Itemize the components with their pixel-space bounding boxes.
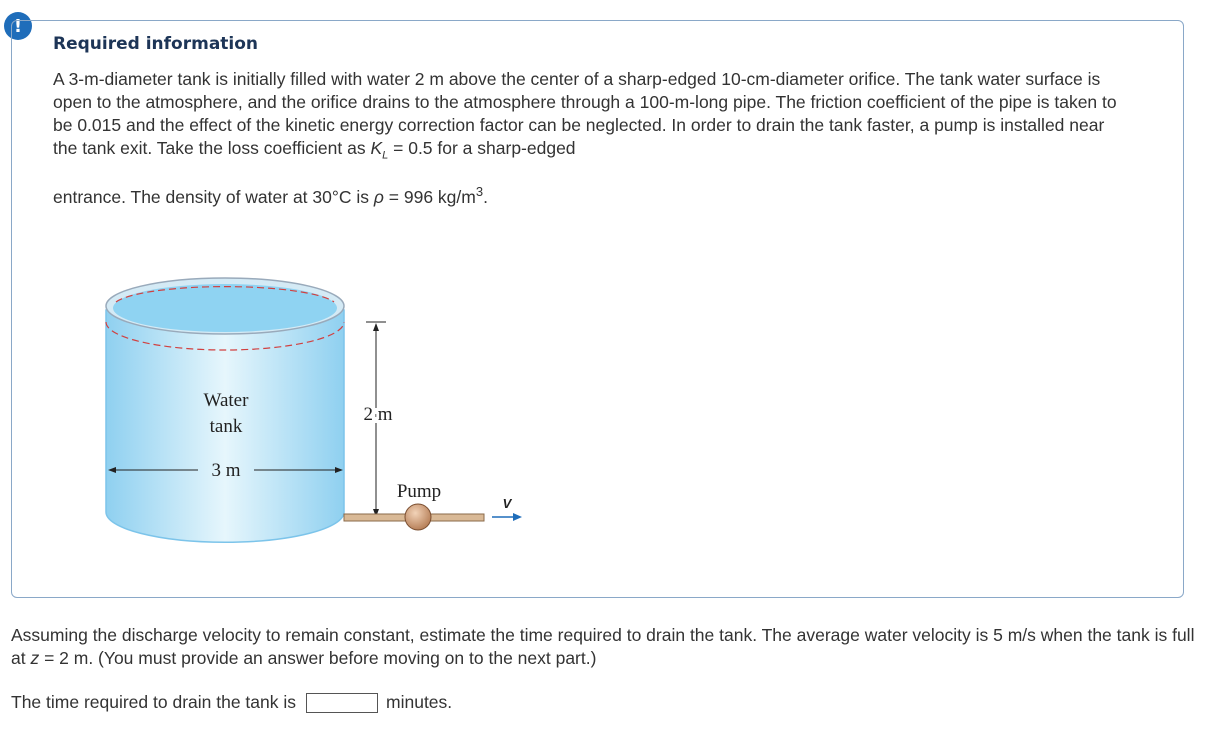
rho-value-text: = 996 kg/m <box>383 186 476 207</box>
exponent: 3 <box>475 183 484 199</box>
rho-symbol: ρ <box>373 186 384 207</box>
problem-text-main: A 3-m-diameter tank is initially filled with water 2 m above the center of a sharp-edged 10-cm-diameter orifice. The tank water surface is open to the atmosphere, and the orifice drains to the atmosphere through a 100-m-long pipe. The friction coefficient of the pipe is taken to be 0.015 and the effect of the kinetic energy correction factor can be neglected. In order to drain the tank faster, a pump is installed near the tank exit. Take the loss coefficient as <box>53 69 1117 158</box>
height-arrowhead-top <box>373 323 379 331</box>
info-heading: Required information <box>53 34 259 54</box>
question-text-a: Assuming the discharge velocity to remain constant, estimate the time required to drain the tank. The average water velocity is 5 m/s when the tank is full at <box>11 625 1195 668</box>
diameter-label: 3 m <box>211 460 241 481</box>
pump-label: Pump <box>396 481 442 502</box>
velocity-label: V <box>502 496 512 511</box>
tank-label-tank: tank <box>209 416 243 437</box>
exclamation-symbol: ! <box>13 15 23 37</box>
answer-units: minutes. <box>386 692 453 712</box>
question-text <box>11 624 1201 670</box>
z-symbol: z <box>30 648 40 668</box>
pump-icon <box>405 504 431 530</box>
period: . <box>483 186 488 207</box>
k-subscript: L <box>382 149 389 162</box>
question-text-b: = 2 m. (You must provide an answer before moving on to the next part.) <box>39 648 597 668</box>
velocity-arrowhead <box>513 513 522 521</box>
answer-row <box>11 692 452 713</box>
answer-label: The time required to drain the tank is <box>11 692 297 712</box>
problem-statement <box>53 68 1133 208</box>
k-value-text: = 0.5 for a sharp-edged <box>388 138 576 158</box>
answer-input[interactable] <box>306 693 378 713</box>
k-symbol: K <box>370 138 383 158</box>
tank-pump-figure <box>98 262 538 552</box>
tank-label-water: Water <box>203 390 249 411</box>
water-surface <box>113 284 337 332</box>
height-label: 2 m <box>363 404 393 425</box>
density-text: entrance. The density of water at 30°C is <box>53 186 374 207</box>
